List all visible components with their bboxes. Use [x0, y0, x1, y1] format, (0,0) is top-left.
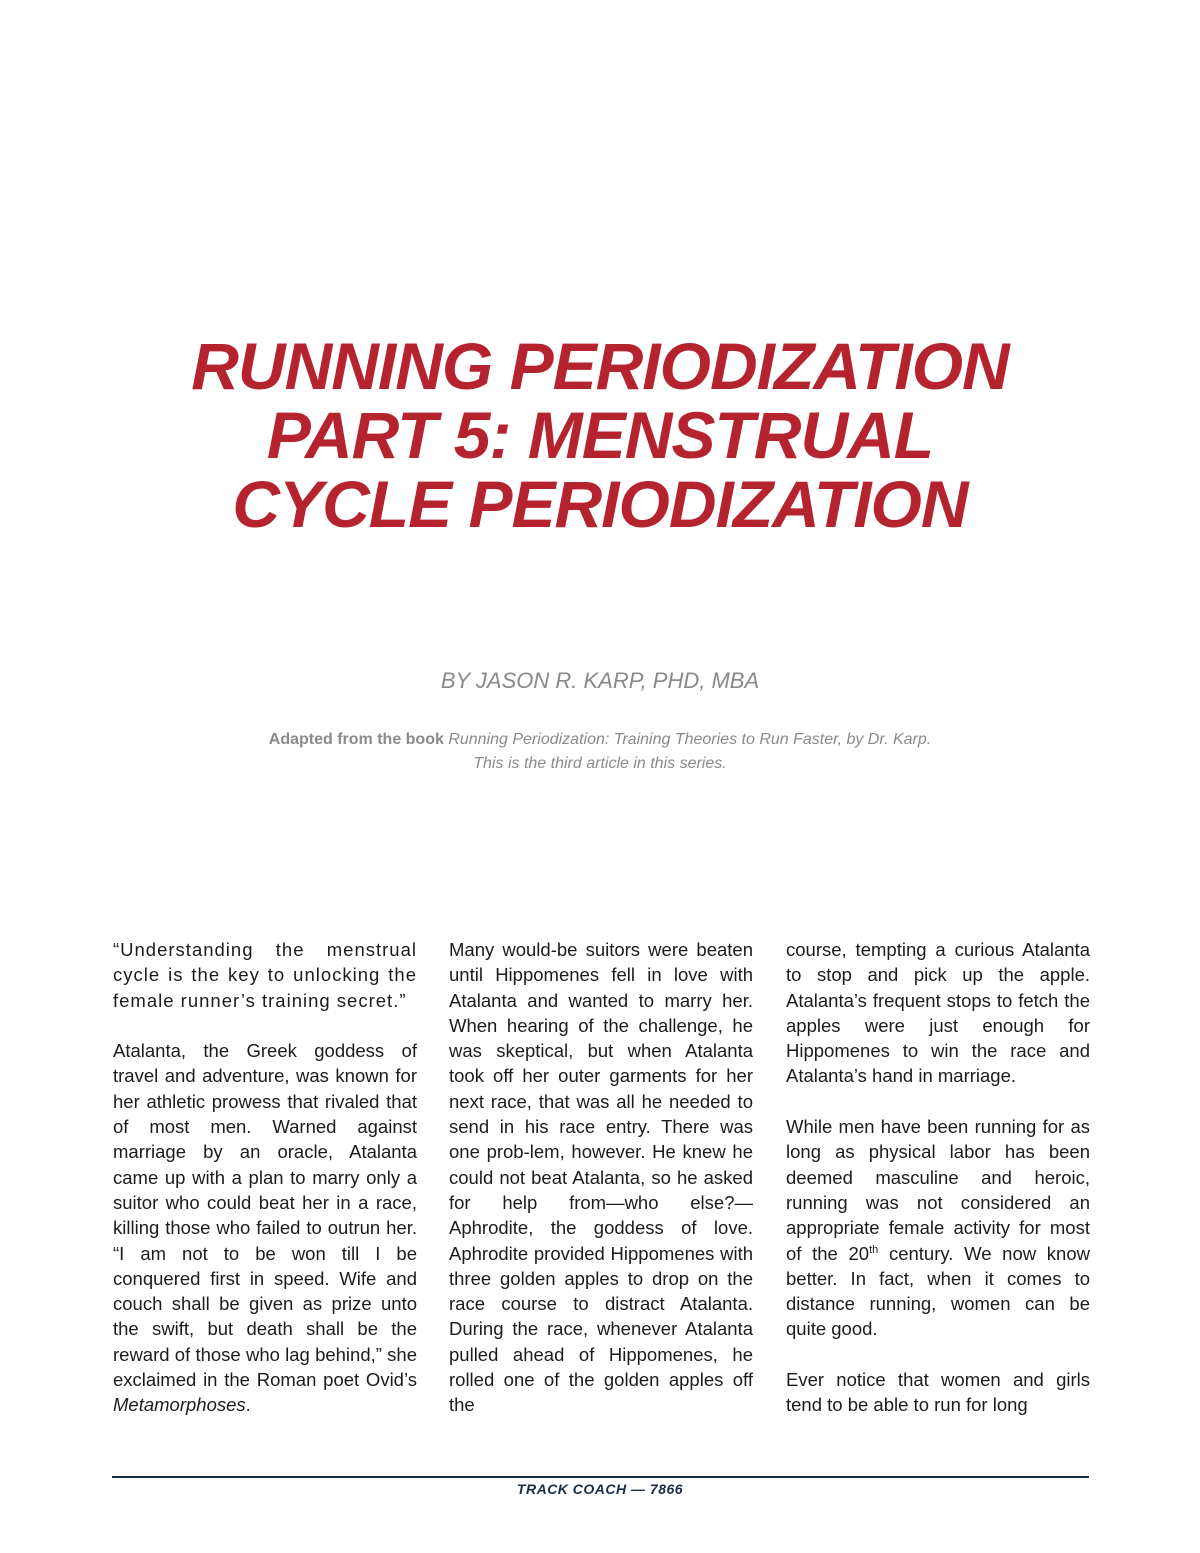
- paragraph-text: Atalanta, the Greek goddess of travel and adventure, was known for her athletic prowess that rivaled that of most men. Warned against marriage by an oracle, Atalanta came up with a plan to marry only a suitor who could beat her in a race, killing those who failed to outrun her. “I am not to be won till I be conquered first in speed. Wife and couch shall be given as prize unto the swift, but death shall be the reward of those who lag behind,” she exclaimed in the Roman poet Ovid’s: [113, 1040, 417, 1391]
- title-line-1: RUNNING PERIODIZATION: [191, 329, 1009, 403]
- book-title: Running Periodization: Training Theories to Run Faster, by Dr. Karp.: [448, 731, 932, 748]
- text-column-1: [113, 937, 417, 1443]
- adapted-lead: Adapted from the book: [268, 731, 444, 748]
- paragraph-end: .: [245, 1394, 251, 1416]
- article-title: [0, 329, 1200, 541]
- text-column-2: [449, 937, 753, 1443]
- text-column-3: [786, 937, 1090, 1443]
- paragraph: [786, 1114, 1090, 1342]
- footer-divider: [112, 1476, 1089, 1478]
- paragraph-text: century. We now know better. In fact, when it comes to distance running, women can be quite good.: [786, 1242, 1090, 1340]
- work-title: Metamorphoses: [113, 1394, 246, 1416]
- superscript: th: [869, 1243, 879, 1256]
- paragraph: course, tempting a curious Atalanta to stop and pick up the apple. Atalanta’s frequent stops to fetch the apples were just enough for Hippomenes to win the race and Atalanta’s hand in marriage.: [786, 939, 1090, 1087]
- page-footer: TRACK COACH — 7866: [516, 1481, 684, 1497]
- title-line-2: PART 5: MENSTRUAL: [266, 398, 934, 472]
- paragraph-text: While men have been running for as long as physical labor has been deemed masculine and heroic, running was not considered an appropriate female activity for most of the 20: [786, 1116, 1090, 1264]
- author-byline: BY JASON R. KARP, PHD, MBA: [440, 668, 760, 693]
- adapted-note: [0, 728, 1200, 776]
- pull-quote: “Understanding the menstrual cycle is the key to unlocking the female runner’s training secret.”: [113, 939, 417, 1011]
- series-note: This is the third article in this series.: [473, 755, 727, 772]
- paragraph: Many would-be suitors were beaten until Hippomenes fell in love with Atalanta and wanted to marry her. When hearing of the challenge, he was skeptical, but when Atalanta took off her outer garments for her next race, that was all he needed to send in his race entry. There was one prob-lem, however. He knew he could not beat Atalanta, so he asked for help from—who else?—Aphrodite, the goddess of love. Aphrodite provided Hippomenes with three golden apples to drop on the race course to distract Atalanta. During the race, whenever Atalanta pulled ahead of Hippomenes, he rolled one of the golden apples off the: [449, 939, 753, 1416]
- paragraph: [113, 1038, 417, 1417]
- paragraph: Ever notice that women and girls tend to be able to run for long: [786, 1369, 1090, 1416]
- title-line-3: CYCLE PERIODIZATION: [232, 467, 968, 541]
